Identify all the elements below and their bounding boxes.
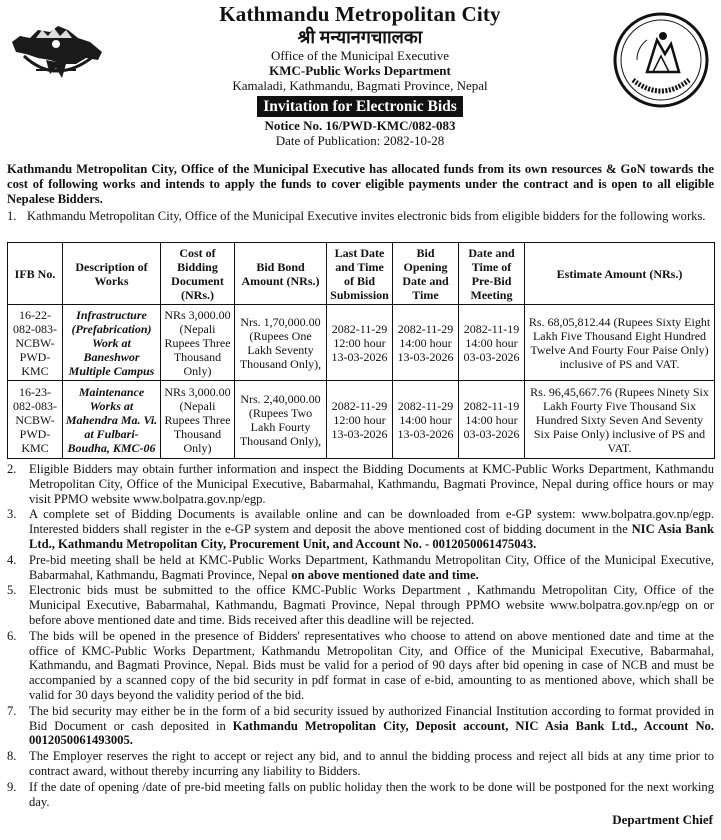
point-number: 3. xyxy=(7,507,17,522)
office-address: Kamaladi, Kathmandu, Bagmati Province, Nepal xyxy=(232,78,488,93)
point-number: 2. xyxy=(7,462,17,476)
table-header-row xyxy=(8,243,715,305)
table-header-cell: Estimate Amount (NRs.) xyxy=(525,243,715,305)
table-header-cell: Cost of Bidding Document (NRs.) xyxy=(161,243,235,305)
table-header-cell: IFB No. xyxy=(8,243,63,305)
notice-points-list xyxy=(7,462,714,810)
kmc-seal-logo-icon xyxy=(611,10,711,110)
point-body: The bids will be opened in the presence of Bidders' representatives who choose to attend on above mentioned date and time at the office of KMC-Public Works Department, Kathmandu Metropolitan City, and Office of the Municipal Executive, Babarmahal, Kathmandu, and Bagmati Province, Nepal. Bids must be valid for a period of 90 days after bid opening in case of NCB and must be accompanied by a scanned copy of the bid security in pdf format in case of e-bid, amounting to as mentioned above, which shall be valid for 30 days beyond the validity period of the bid. xyxy=(29,628,714,702)
work-description: Maintenance Works at Mahendra Ma. Vi. at Fulbari-Boudha, KMC-06 xyxy=(63,381,161,459)
ifb-number: 16-23-082-083-NCBW-PWD-KMC xyxy=(8,381,63,459)
point-number: 8. xyxy=(7,749,17,764)
table-header-cell: Date and Time of Pre-Bid Meeting xyxy=(459,243,525,305)
point-text xyxy=(29,507,714,551)
point-text xyxy=(29,629,714,703)
invitation-banner: Invitation for Electronic Bids xyxy=(257,96,463,117)
point-text xyxy=(29,749,714,779)
city-title: Kathmandu Metropolitan City xyxy=(219,2,501,26)
department-name: KMC-Public Works Department xyxy=(269,63,451,78)
notice-number: Notice No. 16/PWD-KMC/082-083 xyxy=(264,118,456,133)
list-item xyxy=(7,507,714,551)
city-title-nepali: श्री मन्यानगचाालका xyxy=(297,27,423,47)
point-text xyxy=(29,583,714,627)
estimate-amount: Rs. 96,45,667.76 (Rupees Ninety Six Lakh Fourty Five Thousand Six Hundred Sixty Seven And Seventy Six Paise Only) inclusive of PS and VAT. xyxy=(525,381,715,459)
point-body: Eligible Bidders may obtain further information and inspect the Bidding Documents at KMC-Public Works Department, Kathmandu Metropolitan City, Office of the Municipal Executive, Babarmahal, Kathmandu, Bagmati Province, Nepal during office hours or may visit PPMO website www.bolpatra.gov.np/egp. xyxy=(29,462,714,506)
point-number: 6. xyxy=(7,628,17,643)
list-item xyxy=(7,553,714,583)
point-text: Kathmandu Metropolitan City, Office of the Municipal Executive invites electronic bids from eligible bidders for the following works. xyxy=(27,209,706,223)
document-cost: NRs 3,000.00 (Nepali Rupees Three Thousand Only) xyxy=(161,305,235,381)
intro-paragraph: Kathmandu Metropolitan City, Office of the Municipal Executive has allocated funds from its own resources & GoN towards the cost of following works and intends to apply the funds to cover eligible payments under the contract and is open to all eligible Nepalese Bidders. xyxy=(7,162,714,206)
point-body: Electronic bids must be submitted to the office KMC-Public Works Department , Kathmandu Metropolitan City, Office of the Municipal Executive, Babarmahal, Kathmandu, Bagmati Province, Nepal through PPMO website www.bolpatra.gov.np/egp on or before above mentioned date and time. Bids received after this deadline will be rejected. xyxy=(29,583,714,627)
point-body: The Employer reserves the right to accept or reject any bid, and to annul the bidding process and reject all bids at any time prior to contract award, without thereby incurring any liability to Bidders. xyxy=(29,749,714,778)
header-titles xyxy=(110,2,610,148)
nepal-map-logo-icon xyxy=(6,8,108,94)
estimate-amount: Rs. 68,05,812.44 (Rupees Sixty Eight Lakh Five Thousand Eight Hundred Twelve And Fourty Four Paise Only) inclusive of PS and VAT. xyxy=(525,305,715,381)
submission-date: 2082-11-29 12:00 hour 13-03-2026 xyxy=(327,381,393,459)
table-header-cell: Description of Works xyxy=(63,243,161,305)
office-name: Office of the Municipal Executive xyxy=(270,48,450,63)
list-item xyxy=(7,583,714,627)
opening-date: 2082-11-29 14:00 hour 13-03-2026 xyxy=(393,381,459,459)
ifb-number: 16-22-082-083-NCBW-PWD-KMC xyxy=(8,305,63,381)
point-body: If the date of opening /date of pre-bid meeting falls on public holiday then the work to be done will be postponed for the next working day. xyxy=(29,779,714,809)
signature-title: Department Chief xyxy=(612,812,713,827)
work-description: Infrastructure (Prefabrication) Work at Baneshwor Multiple Campus xyxy=(63,305,161,381)
table-header-cell: Last Date and Time of Bid Submission xyxy=(327,243,393,305)
bid-bond-amount: Nrs. 1,70,000.00 (Rupees One Lakh Seventy Thousand Only), xyxy=(235,305,327,381)
table-header-cell: Bid Opening Date and Time xyxy=(393,243,459,305)
point-text xyxy=(29,704,714,748)
point-bold: on above mentioned date and time. xyxy=(291,567,479,582)
list-item xyxy=(7,629,714,703)
list-item xyxy=(7,780,714,810)
list-item xyxy=(7,462,714,506)
point-number: 4. xyxy=(7,552,17,567)
point-text xyxy=(29,553,714,583)
point-number: 7. xyxy=(7,703,17,718)
list-item xyxy=(7,749,714,779)
prebid-date: 2082-11-19 14:00 hour 03-03-2026 xyxy=(459,305,525,381)
notice-header xyxy=(0,0,721,148)
point-body: Pre-bid meeting shall be held at KMC-Public Works Department, Kathmandu Metropolitan City, Office of the Municipal Executive, Babarmahal, Kathmandu, Bagmati Province, Nepal xyxy=(29,552,714,582)
prebid-date: 2082-11-19 14:00 hour 03-03-2026 xyxy=(459,381,525,459)
submission-date: 2082-11-29 12:00 hour 13-03-2026 xyxy=(327,305,393,381)
table-header-cell: Bid Bond Amount (NRs.) xyxy=(235,243,327,305)
point-bold: NIC Asia Bank Ltd., Kathmandu Metropolitan City, Procurement Unit, and Account No. - 0012050061475043. xyxy=(29,522,714,551)
point-text xyxy=(29,780,714,810)
point-bold: Kathmandu Metropolitan City, Deposit account, NIC Asia Bank Ltd., Account No. 0012050061493005. xyxy=(29,718,714,748)
point-number: 5. xyxy=(7,583,17,598)
point-text xyxy=(29,462,714,506)
bids-table xyxy=(7,242,715,459)
opening-date: 2082-11-29 14:00 hour 13-03-2026 xyxy=(393,305,459,381)
publication-date: Date of Publication: 2082-10-28 xyxy=(275,133,445,148)
point-1 xyxy=(7,209,714,224)
point-body: The bid security may either be in the form of a bid security issued by authorized Financial Institution according to format provided in Bid Document or cash deposited in xyxy=(29,703,714,733)
point-number: 1. xyxy=(7,209,17,223)
point-body: A complete set of Bidding Documents is available online and can be downloaded from e-GP system: www.bolpatra.gov.np/egp. Interested bidders shall register in the e-GP system and deposit the above mentioned cost of bidding document in the xyxy=(29,507,714,537)
point-number: 9. xyxy=(7,779,17,794)
list-item xyxy=(7,704,714,748)
document-cost: NRs 3,000.00 (Nepali Rupees Three Thousand Only) xyxy=(161,381,235,459)
bid-bond-amount: Nrs. 2,40,000.00 (Rupees Two Lakh Fourty Thousand Only), xyxy=(235,381,327,459)
table-row xyxy=(8,381,715,459)
table-row xyxy=(8,305,715,381)
